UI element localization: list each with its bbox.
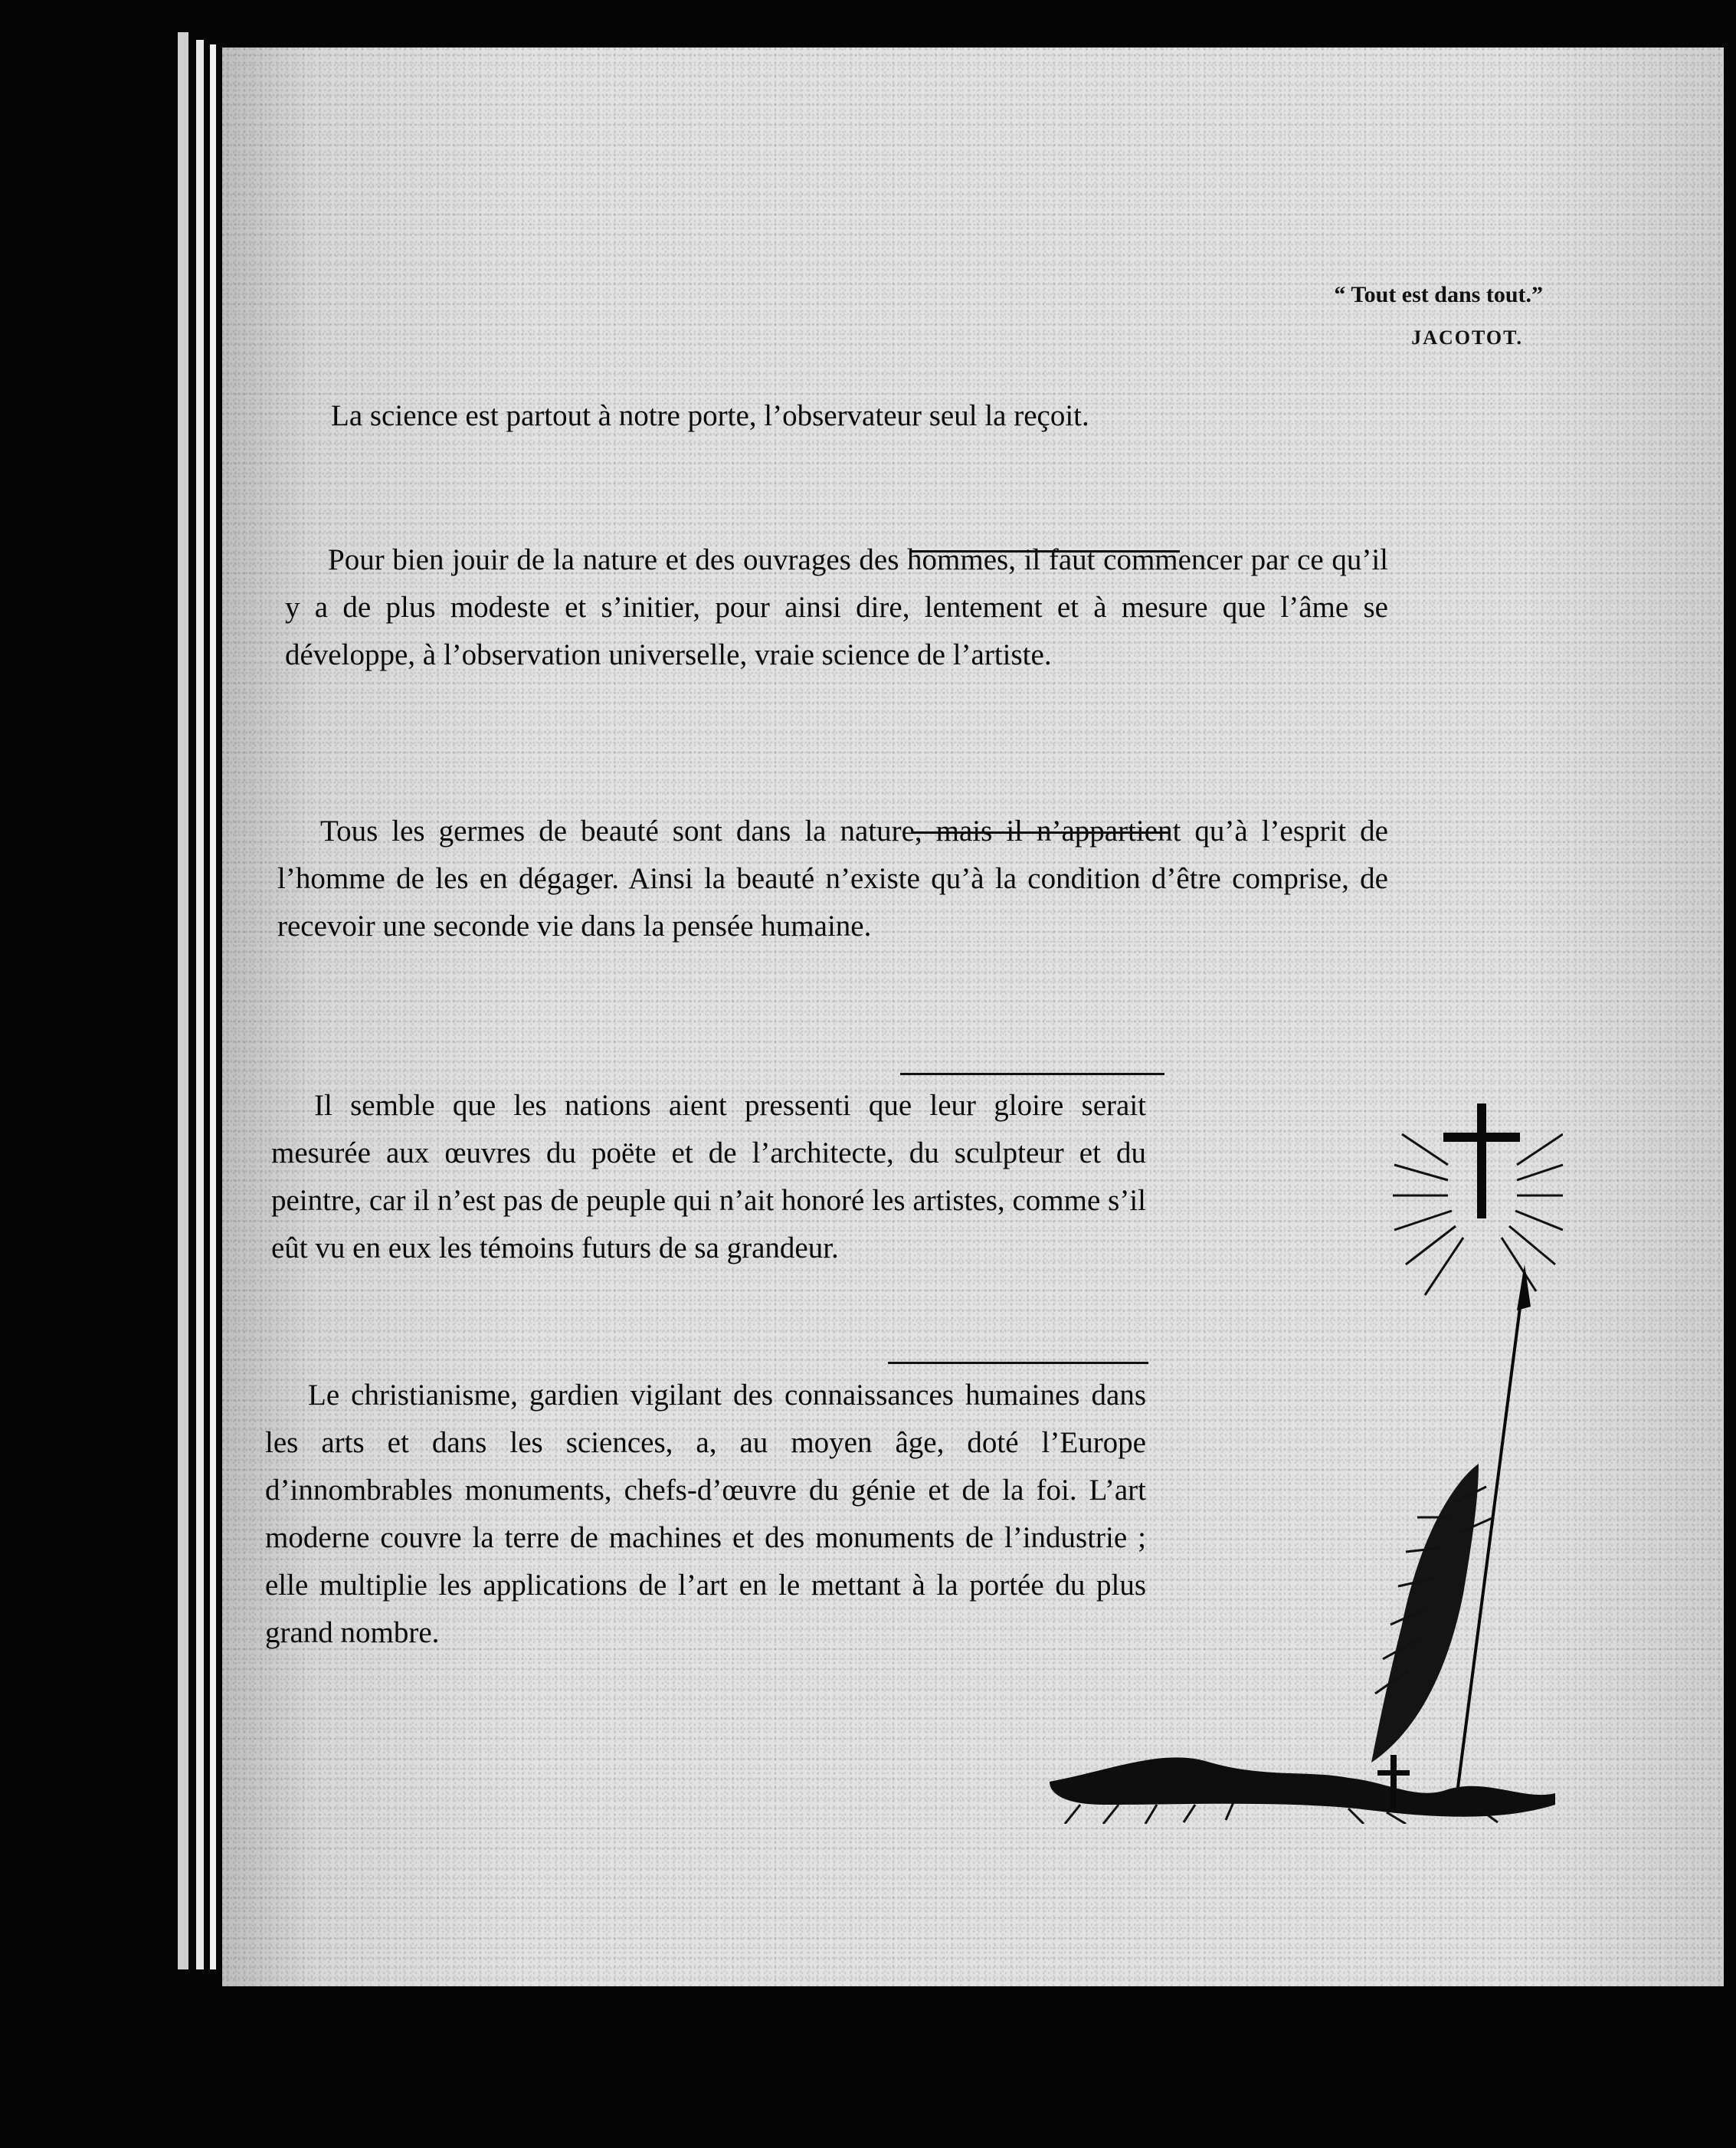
epigraph-quote: “ Tout est dans tout.” [1334,282,1543,307]
paragraph: Pour bien jouir de la nature et des ouvrages des hommes, il faut commencer par ce qu’il y a de plus modeste et s’initier, pour ainsi dire, lentement et à mesure que l’âme se développe, à l’observation universelle, vraie science de l’artiste. [285,543,1388,671]
page-edge [196,40,204,1969]
section-divider [900,1073,1164,1075]
page-edge [210,44,216,1969]
epigraph-author: JACOTOT. [1411,326,1523,349]
page-edge [178,32,188,1969]
cross-and-palm-icon [988,1088,1563,1824]
paragraph: Le christianisme, gardien vigilant des connaissances humaines dans les arts et dans les sciences, a, au moyen âge, doté l’Europe d’innombrables monuments, chefs-d’œuvre du génie et de la foi. L’art moderne couvre la terre de machines et des monuments de l’industrie ; elle multiplie les applications de l’art en le mettant à la portée du plus grand nombre. [265,1379,1146,1649]
paragraph: Il semble que les nations aient pressenti que leur gloire serait mesurée aux œuvres du poëte et de l’architecte, du sculpteur et du peintre, car il n’est pas de peuple qui n’ait honoré les artistes, comme s’il eût vu en eux les témoins futurs de sa grandeur. [271,1089,1146,1264]
lead-sentence: La science est partout à notre porte, l’observateur seul la reçoit. [331,399,1089,432]
paragraph: Tous les germes de beauté sont dans la nature, mais il n’appartient qu’à l’esprit de l’homme de les en dégager. Ainsi la beauté n’existe qu’à la condition d’être comprise, de recevoir une seconde vie dans la pensée humaine. [277,815,1388,943]
